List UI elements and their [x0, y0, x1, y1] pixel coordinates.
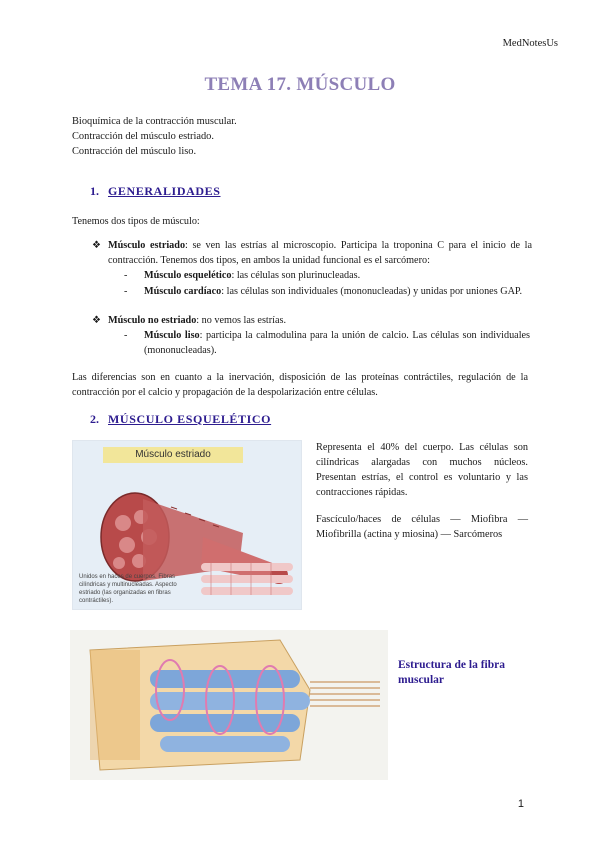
bullet-term: Músculo estriado [108, 240, 186, 251]
section-number: 2. [90, 412, 99, 426]
dash-bullet-icon: - [124, 286, 128, 297]
page-number: 1 [517, 798, 524, 810]
sub-item-esqueletico [124, 268, 530, 283]
striated-muscle-figure [72, 440, 302, 610]
section-title: GENERALIDADES [108, 184, 221, 198]
section-title: MÚSCULO ESQUELÉTICO [108, 412, 272, 426]
bullet-text: : no vemos las estrías. [196, 315, 286, 326]
section-lead: Tenemos dos tipos de músculo: [72, 216, 200, 227]
intro-item: Contracción del músculo liso. [72, 146, 197, 157]
sub-text: : participa la calmodulina para la unión de calcio. Las células son individuales (mononucleadas). [144, 330, 531, 356]
section-number: 1. [90, 184, 99, 198]
bullet-musculo-no-estriado [92, 313, 532, 328]
header-brand: MedNotesUs [502, 38, 558, 49]
section-heading-esqueletico [90, 412, 271, 427]
figure-caption: Unidos en haces de cuerpos. Fibras cilíndricas y multinucleadas. Aspecto estriado (las organizadas en fibras contráctiles). [79, 574, 177, 604]
sub-text: : las células son individuales (mononucleadas) y unidas por uniones GAP. [221, 286, 523, 297]
sub-item-liso [124, 328, 530, 358]
fiber-figure-caption: Estructura de la fibra muscular [398, 659, 506, 686]
section-closing: Las diferencias son en cuanto a la inervación, disposición de las proteínas contráctiles, regulación de la contracción por el calcio y propagación de la despolarización entre células. [72, 372, 528, 398]
bullet-text: : se ven las estrías al microscopio. Participa la troponina C para el inicio de la contracción. Tenemos dos tipos, en ambos la unidad funcional es el sarcómero: [108, 240, 533, 266]
sub-term: Músculo liso [144, 330, 200, 341]
diamond-bullet-icon: ❖ [92, 315, 101, 326]
intro-item: Bioquímica de la contracción muscular. [72, 116, 237, 127]
page-title: TEMA 17. MÚSCULO [204, 74, 396, 95]
figure-label: Músculo estriado [103, 447, 243, 463]
skeletal-description: Representa el 40% del cuerpo. Las células son cilíndricas alargadas con muchos núcleos. Presentan estrías, el control es voluntario y las contracciones rápidas. [316, 442, 528, 498]
intro-list [72, 114, 237, 159]
muscle-fiber-figure [70, 630, 388, 780]
section-heading-generalidades [90, 184, 221, 199]
skeletal-hierarchy: Fascículo/haces de células — Miofibra — Miofibrilla (actina y miosina) — Sarcómeros [316, 514, 528, 540]
bullet-term: Músculo no estriado [108, 315, 197, 326]
dash-bullet-icon: - [124, 270, 128, 281]
sub-text: : las células son plurinucleadas. [231, 270, 361, 281]
muscle-fiber-illustration [70, 630, 388, 780]
dash-bullet-icon: - [124, 330, 128, 341]
diamond-bullet-icon: ❖ [92, 240, 101, 251]
sub-item-cardiaco [124, 284, 530, 299]
sub-term: Músculo cardíaco [144, 286, 222, 297]
bullet-musculo-estriado [92, 238, 532, 268]
intro-item: Contracción del músculo estriado. [72, 131, 214, 142]
sub-term: Músculo esquelético [144, 270, 232, 281]
